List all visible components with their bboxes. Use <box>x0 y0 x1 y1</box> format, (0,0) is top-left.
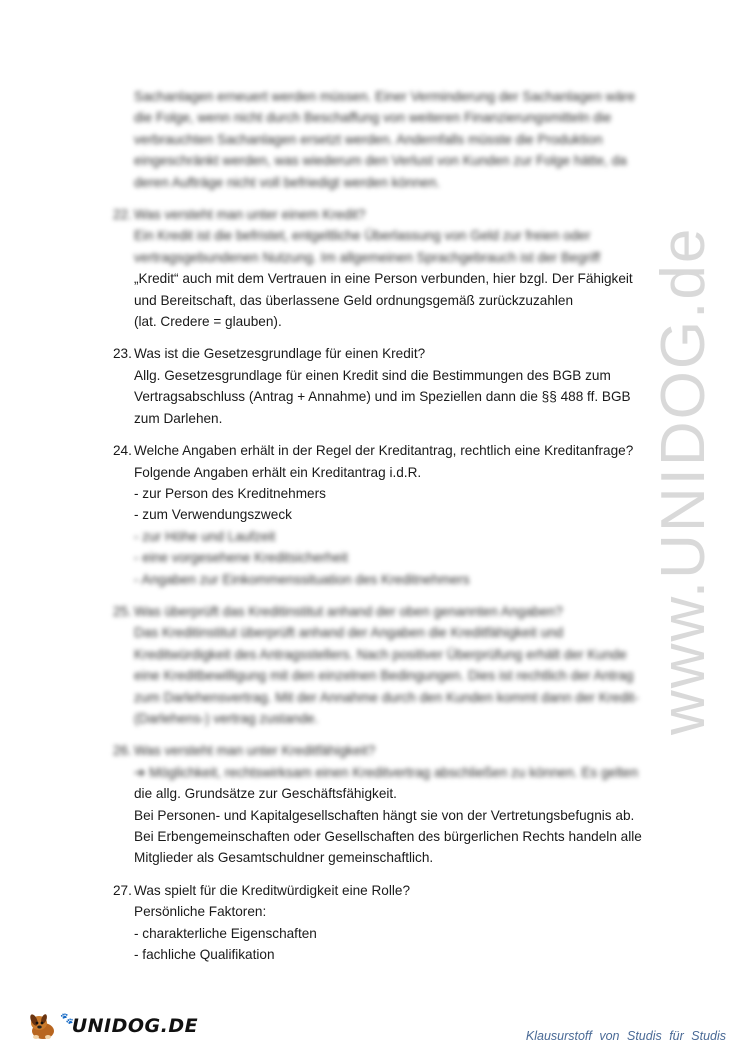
unidog-logo[interactable] <box>28 1011 198 1041</box>
answer-line: Folgende Angaben erhält ein Kreditantrag i.d.R. <box>134 464 422 480</box>
answer-line: - zur Person des Kreditnehmers <box>134 485 326 501</box>
question-text: Welche Angaben erhält in der Regel der Kreditantrag, rechtlich eine Kreditanfrage? <box>134 443 634 459</box>
answer-line: - charakterliche Eigenschaften <box>134 925 317 941</box>
text-line: eingeschränkt werden, was wiederum den Verlust von Kunden zur Folge hätte, da <box>134 153 627 169</box>
watermark: www.UNIDOG.de <box>649 226 718 735</box>
question-number: 27. <box>113 882 132 898</box>
answer-line: Das Kreditinstitut überprüft anhand der Angaben die Kreditfähigkeit und <box>134 625 564 641</box>
paw-icon: 🐾 <box>60 1012 74 1025</box>
question-23 <box>113 343 658 429</box>
answer-line: Mitglieder als Gesamtschuldner gemeinschaftlich. <box>134 850 434 866</box>
answer-line: Persönliche Faktoren: <box>134 904 267 920</box>
answer-line: eine Kreditbewilligung mit den einzelnen Bedingungen. Dies ist rechtlich der Antrag <box>134 668 634 684</box>
intro-paragraph <box>113 86 658 193</box>
footer-slogan: Klausurstoff von Studis für Studis <box>525 1029 726 1043</box>
dog-icon <box>28 1011 58 1041</box>
answer-line: ➔ Möglichkeit, rechtswirksam einen Kreditvertrag abschließen zu können. Es gelten <box>134 764 639 780</box>
answer-line: - zur Höhe und Laufzeit <box>134 528 276 544</box>
question-24 <box>113 440 658 590</box>
text-line: Sachanlagen erneuert werden müssen. Einer Verminderung der Sachanlagen wäre <box>134 89 636 104</box>
question-text: Was spielt für die Kreditwürdigkeit eine Rolle? <box>134 882 411 898</box>
answer-line: zum Darlehensvertrag. Mit der Annahme durch den Kunden kommt dann der Kredit- <box>134 689 639 705</box>
question-25 <box>113 601 658 729</box>
answer-line: zum Darlehen. <box>134 410 223 426</box>
answer-line: Ein Kredit ist die befristet, entgeltliche Überlassung von Geld zur freien oder <box>134 228 591 244</box>
question-26 <box>113 740 658 868</box>
question-number: 26. <box>113 743 132 759</box>
answer-line: Vertragsabschluss (Antrag + Annahme) und im Speziellen dann die §§ 488 ff. BGB <box>134 389 631 405</box>
answer-line: - Angaben zur Einkommenssituation des Kreditnehmers <box>134 571 470 587</box>
question-number: 22. <box>113 207 132 223</box>
answer-line: Bei Erbengemeinschaften oder Gesellschaften des bürgerlichen Rechts handeln alle <box>134 829 642 844</box>
question-22 <box>113 204 658 332</box>
answer-line: (Darlehens-) vertrag zustande. <box>134 710 319 726</box>
answer-line: die allg. Grundsätze zur Geschäftsfähigkeit. <box>134 786 397 802</box>
answer-line: - zum Verwendungszweck <box>134 507 292 523</box>
text-line: deren Aufträge nicht voll befriedigt werden können. <box>134 174 441 190</box>
question-number: 25. <box>113 603 132 619</box>
answer-line: Kreditwürdigkeit des Antragsstellers. Nach positiver Überprüfung erhält der Kunde <box>134 646 627 662</box>
question-27 <box>113 880 658 966</box>
answer-line: und Bereitschaft, das überlassene Geld ordnungsgemäß zurückzuzahlen <box>134 292 574 308</box>
text-line: die Folge, wenn nicht durch Beschaffung von weiteren Finanzierungsmitteln die <box>134 110 612 126</box>
question-number: 24. <box>113 443 132 459</box>
text-line: verbrauchten Sachanlagen ersetzt werden. Andernfalls müsste die Produktion <box>134 131 603 147</box>
answer-line: Bei Personen- und Kapitalgesellschaften hängt sie von der Vertretungsbefugnis ab. <box>134 807 635 823</box>
answer-line: (lat. Credere = glauben). <box>134 314 282 330</box>
question-text: Was überprüft das Kreditinstitut anhand der oben genannten Angaben? <box>134 603 563 619</box>
question-text: Was ist die Gesetzesgrundlage für einen Kredit? <box>134 346 426 362</box>
answer-line: - eine vorgesehene Kreditsicherheit <box>134 550 348 566</box>
answer-line: vertragsgebundenen Nutzung. Im allgemeinen Sprachgebrauch ist der Begriff <box>134 249 600 265</box>
question-text: Was versteht man unter einem Kredit? <box>134 207 366 223</box>
question-text: Was versteht man unter Kreditfähigkeit? <box>134 743 376 759</box>
answer-line: Allg. Gesetzesgrundlage für einen Kredit sind die Bestimmungen des BGB zum <box>134 367 611 383</box>
question-number: 23. <box>113 346 132 362</box>
logo-text: UNIDOG.DE <box>71 1015 199 1037</box>
page-content <box>113 86 658 965</box>
answer-line: - fachliche Qualifikation <box>134 947 275 963</box>
answer-line: „Kredit“ auch mit dem Vertrauen in eine Person verbunden, hier bzgl. Der Fähigkeit <box>134 271 633 287</box>
